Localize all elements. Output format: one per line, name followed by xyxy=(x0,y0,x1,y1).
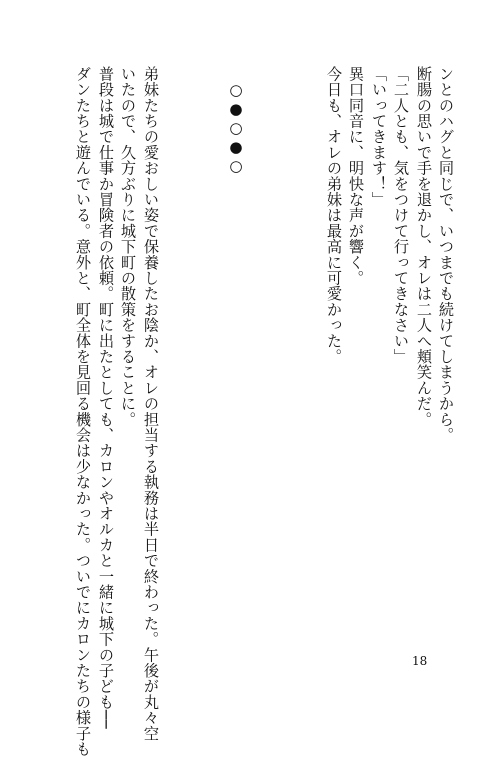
text-line-4: 「いってきます！」 xyxy=(370,66,388,208)
text-line-6: 今日も、オレの弟妹は最高に可愛かった。 xyxy=(325,66,343,365)
text-line-1: ンとのハグと同じで、いつまでも続けてしまうから。 xyxy=(437,66,455,443)
page-number: 18 xyxy=(412,654,428,668)
scene-separator: ○●○●○ xyxy=(227,81,245,176)
text-line-10: ダンたちと遊んでいる。意外と、町全体を見回る機会は少なかった。ついでにカロンたちの様子も xyxy=(74,66,92,757)
text-line-7: 弟妹たちの愛おしい姿で保養したお陰か、オレの担当する執務は半日で終わった。午後が丸々空 xyxy=(142,66,160,742)
text-line-3: 「二人とも、気をつけて行ってきなさい」 xyxy=(392,66,410,365)
text-line-9: 普段は城で仕事か冒険者の依頼。町に出たとしても、カロンやオルカと一緒に城下の子ども── xyxy=(97,66,115,729)
text-line-8: いたので、久方ぶりに城下町の散策をすることに。 xyxy=(119,66,137,428)
text-line-2: 断腸の思いで手を退かし、オレは二人へ頬笑んだ。 xyxy=(415,66,433,428)
text-line-5: 異口同音に、明快な声が響く。 xyxy=(347,66,365,286)
